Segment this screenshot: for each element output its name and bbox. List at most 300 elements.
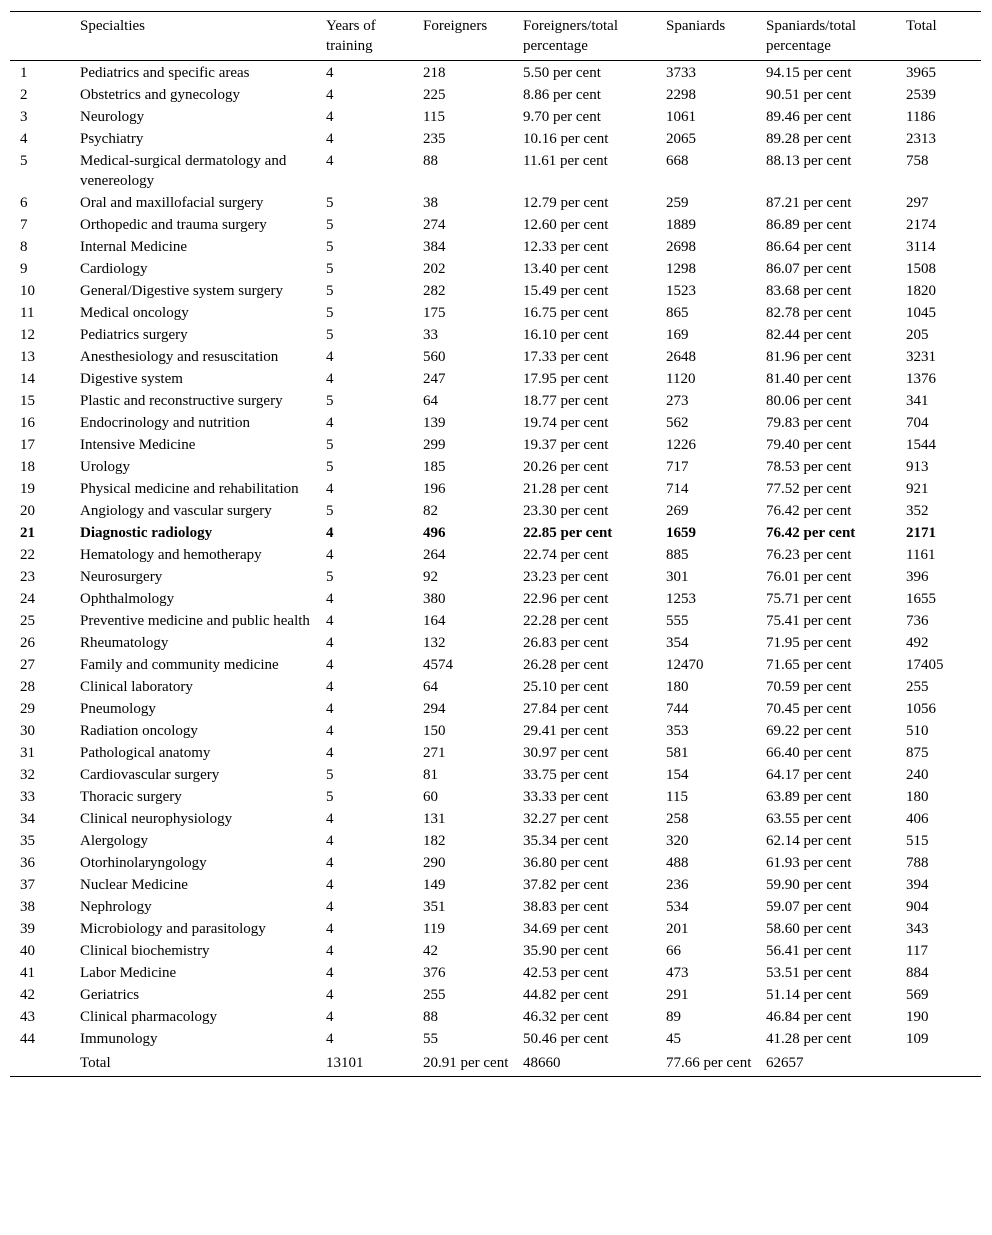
years-cell: 5 (326, 459, 334, 475)
table-row (10, 478, 981, 500)
specialty-cell: Geriatrics (80, 987, 140, 1003)
years-cell: 4 (326, 547, 334, 563)
row-index-cell: 9 (20, 261, 28, 277)
row-index-cell: 4 (20, 131, 28, 147)
table-header-row (10, 12, 981, 61)
table-row (10, 150, 981, 192)
years-cell: 4 (326, 987, 334, 1003)
table-row (10, 830, 981, 852)
specialty-cell: Plastic and reconstructive surgery (80, 393, 283, 409)
spaniards-pct-cell: 59.07 per cent (766, 899, 852, 915)
table-row (10, 786, 981, 808)
foreigners-pct-cell: 16.75 per cent (523, 305, 609, 321)
specialty-cell: Urology (80, 459, 130, 475)
total-cell: 736 (906, 613, 929, 629)
table-row (10, 128, 981, 150)
foreigners-pct-cell: 22.85 per cent (523, 525, 613, 541)
row-index-cell: 14 (20, 371, 35, 387)
table-row (10, 852, 981, 874)
years-cell: 5 (326, 393, 334, 409)
total-cell: 2313 (906, 131, 936, 147)
spaniards-cell: 2698 (666, 239, 696, 255)
totals-total-cell (896, 1050, 981, 1077)
spaniards-cell: 717 (666, 459, 689, 475)
foreigners-pct-cell: 19.37 per cent (523, 437, 609, 453)
foreigners-pct-cell: 26.83 per cent (523, 635, 609, 651)
specialty-cell: Physical medicine and rehabilitation (80, 481, 299, 497)
table-row (10, 918, 981, 940)
spaniards-cell: 534 (666, 899, 689, 915)
years-cell: 4 (326, 679, 334, 695)
row-index-cell: 8 (20, 239, 28, 255)
years-cell: 4 (326, 109, 334, 125)
row-index-cell: 15 (20, 393, 35, 409)
table-row (10, 764, 981, 786)
spaniards-cell: 2298 (666, 87, 696, 103)
spaniards-cell: 3733 (666, 65, 696, 81)
spaniards-cell: 1659 (666, 525, 696, 541)
table-row (10, 61, 981, 85)
spaniards-pct-cell: 80.06 per cent (766, 393, 852, 409)
spaniards-cell: 45 (666, 1031, 681, 1047)
table-row (10, 632, 981, 654)
spaniards-pct-cell: 59.90 per cent (766, 877, 852, 893)
foreigners-cell: 182 (423, 833, 446, 849)
years-cell: 4 (326, 1009, 334, 1025)
table-row (10, 346, 981, 368)
specialty-cell: Clinical pharmacology (80, 1009, 218, 1025)
spaniards-cell: 320 (666, 833, 689, 849)
foreigners-pct-cell: 5.50 per cent (523, 65, 601, 81)
specialty-cell: Cardiovascular surgery (80, 767, 220, 783)
spaniards-cell: 744 (666, 701, 689, 717)
total-cell: 515 (906, 833, 929, 849)
foreigners-pct-cell: 35.90 per cent (523, 943, 609, 959)
spaniards-pct-cell: 70.59 per cent (766, 679, 852, 695)
total-cell: 240 (906, 767, 929, 783)
years-cell: 5 (326, 283, 334, 299)
years-cell: 4 (326, 943, 334, 959)
row-index-cell: 22 (20, 547, 35, 563)
foreigners-cell: 196 (423, 481, 446, 497)
spaniards-cell: 236 (666, 877, 689, 893)
foreigners-cell: 4574 (423, 657, 453, 673)
table-row (10, 412, 981, 434)
table-row (10, 874, 981, 896)
foreigners-pct-cell: 12.33 per cent (523, 239, 609, 255)
row-index-cell: 26 (20, 635, 35, 651)
foreigners-cell: 299 (423, 437, 446, 453)
foreigners-cell: 132 (423, 635, 446, 651)
header-spaniards: Spaniards (656, 12, 756, 61)
years-cell: 4 (326, 723, 334, 739)
row-index-cell: 37 (20, 877, 35, 893)
specialty-cell: Pathological anatomy (80, 745, 211, 761)
total-cell: 1544 (906, 437, 936, 453)
years-cell: 4 (326, 131, 334, 147)
years-cell: 5 (326, 305, 334, 321)
total-cell: 921 (906, 481, 929, 497)
table-row (10, 940, 981, 962)
spaniards-pct-cell: 89.46 per cent (766, 109, 852, 125)
table-row (10, 654, 981, 676)
years-cell: 4 (326, 481, 334, 497)
foreigners-pct-cell: 30.97 per cent (523, 745, 609, 761)
years-cell: 4 (326, 349, 334, 365)
total-cell: 1376 (906, 371, 936, 387)
table-row (10, 236, 981, 258)
spaniards-cell: 1523 (666, 283, 696, 299)
total-cell: 2539 (906, 87, 936, 103)
specialty-cell: Immunology (80, 1031, 158, 1047)
foreigners-cell: 282 (423, 283, 446, 299)
spaniards-cell: 291 (666, 987, 689, 1003)
foreigners-cell: 175 (423, 305, 446, 321)
total-cell: 117 (906, 943, 928, 959)
row-index-cell: 17 (20, 437, 35, 453)
foreigners-cell: 131 (423, 811, 446, 827)
table-row (10, 522, 981, 544)
spaniards-cell: 473 (666, 965, 689, 981)
years-cell: 4 (326, 657, 334, 673)
spaniards-pct-cell: 79.40 per cent (766, 437, 852, 453)
table-row (10, 214, 981, 236)
years-cell: 4 (326, 371, 334, 387)
table-row (10, 610, 981, 632)
foreigners-pct-cell: 20.26 per cent (523, 459, 609, 475)
foreigners-cell: 81 (423, 767, 438, 783)
specialty-cell: Clinical biochemistry (80, 943, 210, 959)
foreigners-pct-cell: 29.41 per cent (523, 723, 609, 739)
spaniards-pct-cell: 61.93 per cent (766, 855, 852, 871)
specialty-cell: Obstetrics and gynecology (80, 87, 240, 103)
years-cell: 4 (326, 613, 334, 629)
foreigners-pct-cell: 11.61 per cent (523, 153, 608, 169)
spaniards-cell: 714 (666, 481, 689, 497)
totals-foreigners-cell: 20.91 per cent (413, 1050, 513, 1077)
spaniards-cell: 1226 (666, 437, 696, 453)
specialty-cell: Ophthalmology (80, 591, 175, 607)
specialty-cell: Neurology (80, 109, 145, 125)
total-cell: 2174 (906, 217, 936, 233)
spaniards-pct-cell: 75.41 per cent (766, 613, 852, 629)
table-row (10, 984, 981, 1006)
spaniards-cell: 2648 (666, 349, 696, 365)
specialty-cell: Internal Medicine (80, 239, 188, 255)
total-cell: 1056 (906, 701, 936, 717)
foreigners-pct-cell: 19.74 per cent (523, 415, 609, 431)
spaniards-pct-cell: 86.07 per cent (766, 261, 852, 277)
row-index-cell: 6 (20, 195, 28, 211)
row-index-cell: 2 (20, 87, 28, 103)
row-index-cell: 27 (20, 657, 35, 673)
spaniards-pct-cell: 82.44 per cent (766, 327, 852, 343)
years-cell: 5 (326, 767, 334, 783)
total-cell: 492 (906, 635, 929, 651)
foreigners-pct-cell: 27.84 per cent (523, 701, 609, 717)
row-index-cell: 10 (20, 283, 35, 299)
spaniards-cell: 555 (666, 613, 689, 629)
specialty-cell: Diagnostic radiology (80, 525, 213, 541)
specialty-cell: Microbiology and parasitology (80, 921, 266, 937)
foreigners-cell: 255 (423, 987, 446, 1003)
specialty-cell: Hematology and hemotherapy (80, 547, 262, 563)
years-cell: 4 (326, 65, 334, 81)
table-row (10, 456, 981, 478)
foreigners-cell: 560 (423, 349, 446, 365)
specialties-table (10, 11, 981, 1077)
spaniards-cell: 89 (666, 1009, 681, 1025)
specialty-cell: Pediatrics and specific areas (80, 65, 250, 81)
total-cell: 3231 (906, 349, 936, 365)
foreigners-pct-cell: 33.33 per cent (523, 789, 609, 805)
foreigners-cell: 351 (423, 899, 446, 915)
row-index-cell: 20 (20, 503, 35, 519)
spaniards-cell: 273 (666, 393, 689, 409)
spaniards-pct-cell: 62.14 per cent (766, 833, 852, 849)
total-cell: 788 (906, 855, 929, 871)
total-cell: 1161 (906, 547, 936, 563)
years-cell: 4 (326, 811, 334, 827)
foreigners-cell: 38 (423, 195, 438, 211)
spaniards-cell: 258 (666, 811, 689, 827)
foreigners-cell: 64 (423, 679, 438, 695)
row-index-cell: 38 (20, 899, 35, 915)
spaniards-cell: 154 (666, 767, 689, 783)
foreigners-pct-cell: 17.95 per cent (523, 371, 609, 387)
foreigners-pct-cell: 23.30 per cent (523, 503, 609, 519)
foreigners-cell: 88 (423, 1009, 438, 1025)
spaniards-cell: 115 (666, 789, 688, 805)
spaniards-cell: 353 (666, 723, 689, 739)
specialty-cell: Intensive Medicine (80, 437, 196, 453)
specialties-table-container (10, 11, 981, 1077)
foreigners-cell: 376 (423, 965, 446, 981)
years-cell: 5 (326, 195, 334, 211)
total-cell: 396 (906, 569, 929, 585)
foreigners-pct-cell: 23.23 per cent (523, 569, 609, 585)
table-row (10, 434, 981, 456)
foreigners-cell: 119 (423, 921, 445, 937)
spaniards-pct-cell: 86.89 per cent (766, 217, 852, 233)
foreigners-pct-cell: 44.82 per cent (523, 987, 609, 1003)
row-index-cell: 43 (20, 1009, 35, 1025)
years-cell: 4 (326, 921, 334, 937)
total-cell: 297 (906, 195, 929, 211)
spaniards-pct-cell: 41.28 per cent (766, 1031, 852, 1047)
specialty-cell: Orthopedic and trauma surgery (80, 217, 267, 233)
years-cell: 5 (326, 239, 334, 255)
specialty-cell: Angiology and vascular surgery (80, 503, 272, 519)
foreigners-pct-cell: 42.53 per cent (523, 965, 609, 981)
header-foreigners-percentage: Foreigners/total percentage (513, 12, 656, 61)
foreigners-pct-cell: 12.79 per cent (523, 195, 609, 211)
spaniards-pct-cell: 89.28 per cent (766, 131, 852, 147)
foreigners-cell: 218 (423, 65, 446, 81)
foreigners-pct-cell: 26.28 per cent (523, 657, 609, 673)
spaniards-pct-cell: 63.89 per cent (766, 789, 852, 805)
table-row (10, 390, 981, 412)
table-row (10, 742, 981, 764)
years-cell: 4 (326, 877, 334, 893)
foreigners-cell: 247 (423, 371, 446, 387)
table-row (10, 302, 981, 324)
spaniards-cell: 885 (666, 547, 689, 563)
foreigners-pct-cell: 33.75 per cent (523, 767, 609, 783)
foreigners-cell: 64 (423, 393, 438, 409)
total-cell: 352 (906, 503, 929, 519)
row-index-cell: 29 (20, 701, 35, 717)
specialty-cell: Family and community medicine (80, 657, 279, 673)
total-cell: 875 (906, 745, 929, 761)
foreigners-pct-cell: 32.27 per cent (523, 811, 609, 827)
totals-row (10, 1050, 981, 1077)
spaniards-pct-cell: 58.60 per cent (766, 921, 852, 937)
row-index-cell: 32 (20, 767, 35, 783)
spaniards-cell: 2065 (666, 131, 696, 147)
row-index-cell: 30 (20, 723, 35, 739)
foreigners-pct-cell: 22.28 per cent (523, 613, 609, 629)
years-cell: 4 (326, 1031, 334, 1047)
specialty-cell: Digestive system (80, 371, 183, 387)
foreigners-cell: 185 (423, 459, 446, 475)
specialty-cell: Clinical laboratory (80, 679, 193, 695)
total-cell: 406 (906, 811, 929, 827)
spaniards-cell: 1889 (666, 217, 696, 233)
totals-spaniards-cell: 77.66 per cent (656, 1050, 756, 1077)
spaniards-pct-cell: 56.41 per cent (766, 943, 852, 959)
table-row (10, 962, 981, 984)
foreigners-cell: 380 (423, 591, 446, 607)
specialty-cell: Cardiology (80, 261, 148, 277)
foreigners-cell: 139 (423, 415, 446, 431)
spaniards-cell: 668 (666, 153, 689, 169)
row-index-cell: 35 (20, 833, 35, 849)
specialty-cell: Labor Medicine (80, 965, 177, 981)
specialty-cell: Rheumatology (80, 635, 169, 651)
row-index-cell: 34 (20, 811, 35, 827)
header-spaniards-percentage: Spaniards/total percentage (756, 12, 896, 61)
header-total: Total (896, 12, 981, 61)
table-row (10, 566, 981, 588)
spaniards-cell: 259 (666, 195, 689, 211)
spaniards-pct-cell: 86.64 per cent (766, 239, 852, 255)
foreigners-cell: 149 (423, 877, 446, 893)
row-index-cell: 18 (20, 459, 35, 475)
totals-spaniards-pct-cell: 62657 (756, 1050, 896, 1077)
table-row (10, 258, 981, 280)
totals-index (10, 1050, 70, 1077)
total-cell: 3114 (906, 239, 936, 255)
years-cell: 4 (326, 87, 334, 103)
spaniards-cell: 12470 (666, 657, 704, 673)
specialty-cell: Pneumology (80, 701, 156, 717)
row-index-cell: 39 (20, 921, 35, 937)
spaniards-pct-cell: 64.17 per cent (766, 767, 852, 783)
spaniards-pct-cell: 76.42 per cent (766, 525, 856, 541)
specialty-cell: Medical-surgical dermatology and venereology (80, 153, 287, 189)
years-cell: 4 (326, 591, 334, 607)
row-index-cell: 42 (20, 987, 35, 1003)
foreigners-cell: 150 (423, 723, 446, 739)
spaniards-cell: 865 (666, 305, 689, 321)
row-index-cell: 44 (20, 1031, 35, 1047)
total-cell: 569 (906, 987, 929, 1003)
total-cell: 1655 (906, 591, 936, 607)
total-cell: 109 (906, 1031, 929, 1047)
row-index-cell: 24 (20, 591, 35, 607)
years-cell: 4 (326, 635, 334, 651)
header-foreigners: Foreigners (413, 12, 513, 61)
spaniards-pct-cell: 78.53 per cent (766, 459, 852, 475)
table-row (10, 588, 981, 610)
spaniards-pct-cell: 81.40 per cent (766, 371, 852, 387)
total-cell: 3965 (906, 65, 936, 81)
total-cell: 1508 (906, 261, 936, 277)
foreigners-cell: 202 (423, 261, 446, 277)
spaniards-pct-cell: 94.15 per cent (766, 65, 852, 81)
spaniards-pct-cell: 71.95 per cent (766, 635, 852, 651)
specialty-cell: Otorhinolaryngology (80, 855, 207, 871)
specialty-cell: Neurosurgery (80, 569, 163, 585)
total-cell: 1045 (906, 305, 936, 321)
foreigners-cell: 294 (423, 701, 446, 717)
row-index-cell: 33 (20, 789, 35, 805)
header-index (10, 12, 70, 61)
years-cell: 4 (326, 525, 334, 541)
spaniards-cell: 269 (666, 503, 689, 519)
spaniards-pct-cell: 76.23 per cent (766, 547, 852, 563)
years-cell: 5 (326, 261, 334, 277)
specialty-cell: Nephrology (80, 899, 152, 915)
spaniards-cell: 581 (666, 745, 689, 761)
spaniards-pct-cell: 75.71 per cent (766, 591, 852, 607)
foreigners-pct-cell: 25.10 per cent (523, 679, 609, 695)
table-body (10, 61, 981, 1051)
spaniards-pct-cell: 51.14 per cent (766, 987, 852, 1003)
total-cell: 190 (906, 1009, 929, 1025)
total-cell: 758 (906, 153, 929, 169)
specialty-cell: Preventive medicine and public health (80, 613, 310, 629)
total-cell: 704 (906, 415, 929, 431)
spaniards-pct-cell: 81.96 per cent (766, 349, 852, 365)
foreigners-cell: 55 (423, 1031, 438, 1047)
row-index-cell: 28 (20, 679, 35, 695)
spaniards-pct-cell: 66.40 per cent (766, 745, 852, 761)
total-cell: 180 (906, 789, 929, 805)
years-cell: 5 (326, 327, 334, 343)
total-cell: 884 (906, 965, 929, 981)
specialty-cell: Alergology (80, 833, 149, 849)
years-cell: 4 (326, 833, 334, 849)
table-row (10, 192, 981, 214)
total-cell: 510 (906, 723, 929, 739)
spaniards-pct-cell: 87.21 per cent (766, 195, 852, 211)
foreigners-pct-cell: 35.34 per cent (523, 833, 609, 849)
table-row (10, 106, 981, 128)
row-index-cell: 13 (20, 349, 35, 365)
foreigners-cell: 274 (423, 217, 446, 233)
foreigners-pct-cell: 21.28 per cent (523, 481, 609, 497)
years-cell: 4 (326, 899, 334, 915)
header-specialties: Specialties (70, 12, 316, 61)
spaniards-pct-cell: 70.45 per cent (766, 701, 852, 717)
table-row (10, 808, 981, 830)
foreigners-pct-cell: 46.32 per cent (523, 1009, 609, 1025)
spaniards-cell: 180 (666, 679, 689, 695)
foreigners-cell: 82 (423, 503, 438, 519)
row-index-cell: 19 (20, 481, 35, 497)
